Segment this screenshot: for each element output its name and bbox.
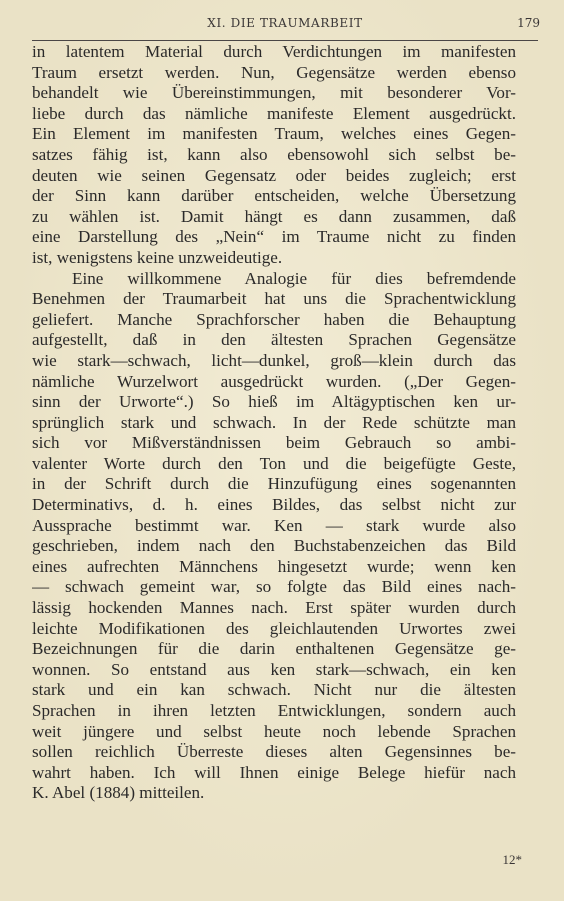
- printer-signature: 12*: [502, 852, 522, 867]
- text-line: nämliche Wurzelwort ausgedrückt wurden. („Der Gegen-: [32, 371, 516, 391]
- text-line: leichte Modifikationen des gleichlautenden Urwortes zwei: [32, 618, 516, 638]
- text-line: Sprachen in ihren letzten Entwicklungen, sondern auch: [32, 701, 516, 720]
- text-line: der Sinn kann darüber entscheiden, welche Übersetzung: [32, 186, 516, 206]
- text-line: wonnen. So entstand aus ken stark—schwach, ein ken: [32, 659, 516, 679]
- text-line: eine Darstellung des „Nein“ im Traume nicht zu finden: [32, 227, 516, 247]
- text-line: Bezeichnungen für die darin enthaltenen Gegensätze ge-: [32, 639, 516, 659]
- text-line: Aussprache bestimmt war. Ken — stark wurde also: [32, 515, 516, 535]
- text-line: satzes fähig ist, kann also ebensowohl sich selbst be-: [32, 144, 516, 164]
- text-line: Traum ersetzt werden. Nun, Gegensätze werden ebenso: [32, 62, 516, 82]
- text-line: eines aufrechten Männchens hingesetzt wurde; wenn ken: [32, 556, 516, 576]
- text-line: Benehmen der Traumarbeit hat uns die Sprachentwicklung: [32, 289, 516, 309]
- text-line: in der Schrift durch die Hinzufügung eines sogenannten: [32, 474, 516, 494]
- page-number: 179: [517, 16, 540, 30]
- text-line: ist, wenigstens keine unzweideutige.: [32, 247, 283, 267]
- text-line: zu wählen ist. Damit hängt es dann zusammen, daß: [32, 206, 516, 226]
- header-rule: [32, 40, 538, 41]
- text-line: geschrieben, indem nach den Buchstabenzeichen das Bild: [32, 536, 516, 556]
- text-line: aufgestellt, daß in den ältesten Sprachen Gegensätze: [32, 330, 516, 350]
- text-line: stark und ein kan schwach. Nicht nur die ältesten: [32, 680, 516, 700]
- text-line: K. Abel (1884) mitteilen.: [32, 783, 205, 803]
- text-line: deuten wie seinen Gegensatz oder beides zugleich; erst: [32, 165, 516, 185]
- text-line: sollen reichlich Überreste dieses alten Gegensinnes be-: [32, 742, 516, 762]
- text-line: geliefert. Manche Sprachforscher haben die Behauptung: [32, 309, 516, 329]
- text-line: weit jüngere und selbst heute noch lebende Sprachen: [32, 721, 516, 741]
- text-line: lässig hockenden Mannes nach. Erst später wurden durch: [32, 598, 516, 618]
- text-line: sinn der Urworte“.) So hieß im Altägyptischen ken ur-: [32, 392, 516, 412]
- text-line: behandelt wie Übereinstimmungen, mit besonderer Vor-: [32, 83, 516, 103]
- text-line: sprünglich stark und schwach. In der Rede schützte man: [32, 412, 516, 432]
- text-line: in latentem Material durch Verdichtungen im manifesten: [32, 42, 516, 61]
- text-line: Eine willkommene Analogie für dies befremdende: [72, 268, 516, 288]
- text-line: liebe durch das nämliche manifeste Element ausgedrückt.: [32, 103, 516, 123]
- text-line: Ein Element im manifesten Traum, welches eines Gegen-: [32, 124, 516, 144]
- text-line: sich vor Mißverständnissen beim Gebrauch so ambi-: [32, 433, 516, 453]
- text-line: wahrt haben. Ich will Ihnen einige Belege hiefür nach: [32, 762, 516, 782]
- page-header: [30, 16, 540, 38]
- body-text: [32, 42, 516, 804]
- text-line: wie stark—schwach, licht—dunkel, groß—klein durch das: [32, 350, 516, 370]
- text-line: Determinativs, d. h. eines Bildes, das selbst nicht zur: [32, 495, 516, 515]
- text-line: valenter Worte durch den Ton und die beigefügte Geste,: [32, 453, 516, 473]
- text-line: — schwach gemeint war, so folgte das Bild eines nach-: [32, 577, 516, 597]
- running-head: XI. DIE TRAUMARBEIT: [207, 16, 363, 30]
